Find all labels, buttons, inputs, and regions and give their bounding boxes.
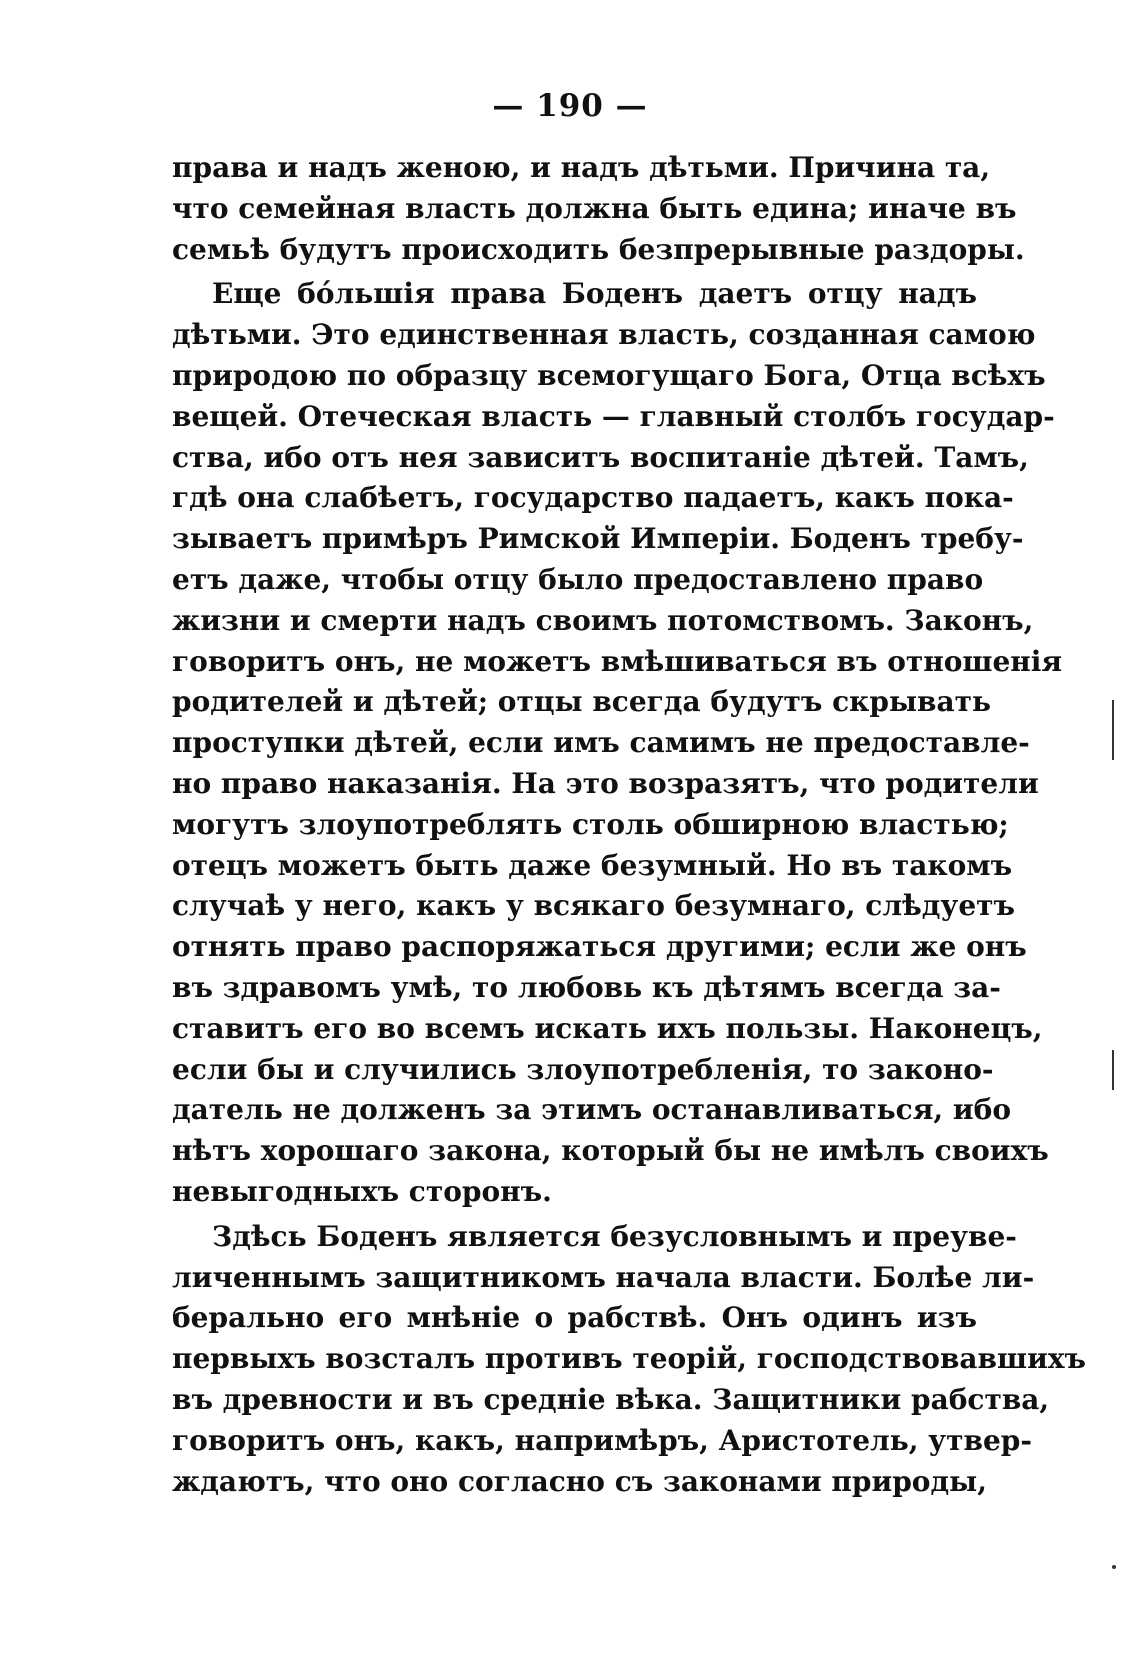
text-line: ждаютъ, что оно согласно съ законами природы, bbox=[172, 1464, 987, 1498]
text-line: отецъ можетъ быть даже безумный. Но въ такомъ bbox=[172, 848, 1013, 882]
scan-mark bbox=[1112, 700, 1114, 760]
text-line: ставитъ его во всемъ искать ихъ пользы. Наконецъ, bbox=[172, 1011, 1043, 1045]
text-line: невыгодныхъ сторонъ. bbox=[172, 1174, 552, 1208]
scan-mark bbox=[1112, 1565, 1116, 1569]
text-line: дѣтьми. Это единственная власть, созданная самою bbox=[172, 318, 1036, 352]
text-line: случаѣ у него, какъ у всякаго безумнаго, слѣдуетъ bbox=[172, 889, 1015, 923]
text-line: проступки дѣтей, если имъ самимъ не предоставле- bbox=[172, 726, 1030, 760]
text-line: берально его мнѣніе о рабствѣ. Онъ одинъ изъ bbox=[172, 1301, 977, 1335]
text-line: но право наказанія. На это возразятъ, что родители bbox=[172, 766, 1039, 800]
text-line: зываетъ примѣръ Римской Имперіи. Боденъ требу- bbox=[172, 522, 1024, 556]
text-line: Еще бо́льшія права Боденъ даетъ отцу надъ bbox=[212, 277, 977, 311]
text-line: права и надъ женою, и надъ дѣтьми. Причина та, bbox=[172, 151, 991, 184]
text-line: первыхъ возсталъ противъ теорій, господствовавшихъ bbox=[172, 1342, 1087, 1376]
text-line: гдѣ она слабѣетъ, государство падаетъ, какъ пока- bbox=[172, 481, 1014, 515]
text-line: могутъ злоупотреблять столь обширною властью; bbox=[172, 807, 1009, 841]
text-line: личеннымъ защитникомъ начала власти. Болѣе ли- bbox=[172, 1260, 1035, 1294]
text-line: датель не долженъ за этимъ останавливаться, ибо bbox=[172, 1093, 1012, 1127]
scan-mark bbox=[1112, 1050, 1114, 1090]
text-line: етъ даже, чтобы отцу было предоставлено право bbox=[172, 562, 984, 596]
text-line: родителей и дѣтей; отцы всегда будутъ скрывать bbox=[172, 685, 991, 719]
body-text bbox=[172, 148, 1087, 1502]
text-line: природою по образцу всемогущаго Бога, Отца всѣхъ bbox=[172, 358, 1046, 392]
text-line: говоритъ онъ, какъ, напримѣръ, Аристотель, утвер- bbox=[172, 1423, 1033, 1457]
text-line: въ древности и въ средніе вѣка. Защитники рабства, bbox=[172, 1382, 1050, 1416]
text-line: говоритъ онъ, не можетъ вмѣшиваться въ отношенія bbox=[172, 644, 1063, 678]
text-line: семьѣ будутъ происходить безпрерывные раздоры. bbox=[172, 232, 1025, 266]
text-line: отнять право распоряжаться другими; если же онъ bbox=[172, 930, 1027, 964]
text-line: ства, ибо отъ нея зависитъ воспитаніе дѣтей. Тамъ, bbox=[172, 440, 1029, 474]
page-number: — 190 — bbox=[492, 88, 648, 124]
text-line: если бы и случились злоупотребленія, то законо- bbox=[172, 1052, 994, 1086]
text-line: въ здравомъ умѣ, то любовь къ дѣтямъ всегда за- bbox=[172, 970, 1001, 1004]
text-line: жизни и смерти надъ своимъ потомствомъ. Законъ, bbox=[172, 603, 1034, 637]
text-line: нѣтъ хорошаго закона, который бы не имѣлъ своихъ bbox=[172, 1134, 1049, 1168]
text-line: что семейная власть должна быть едина; иначе въ bbox=[172, 191, 1017, 225]
text-line: Здѣсь Боденъ является безусловнымъ и преуве- bbox=[212, 1219, 1017, 1253]
text-line: вещей. Отеческая власть — главный столбъ государ- bbox=[172, 399, 1055, 433]
